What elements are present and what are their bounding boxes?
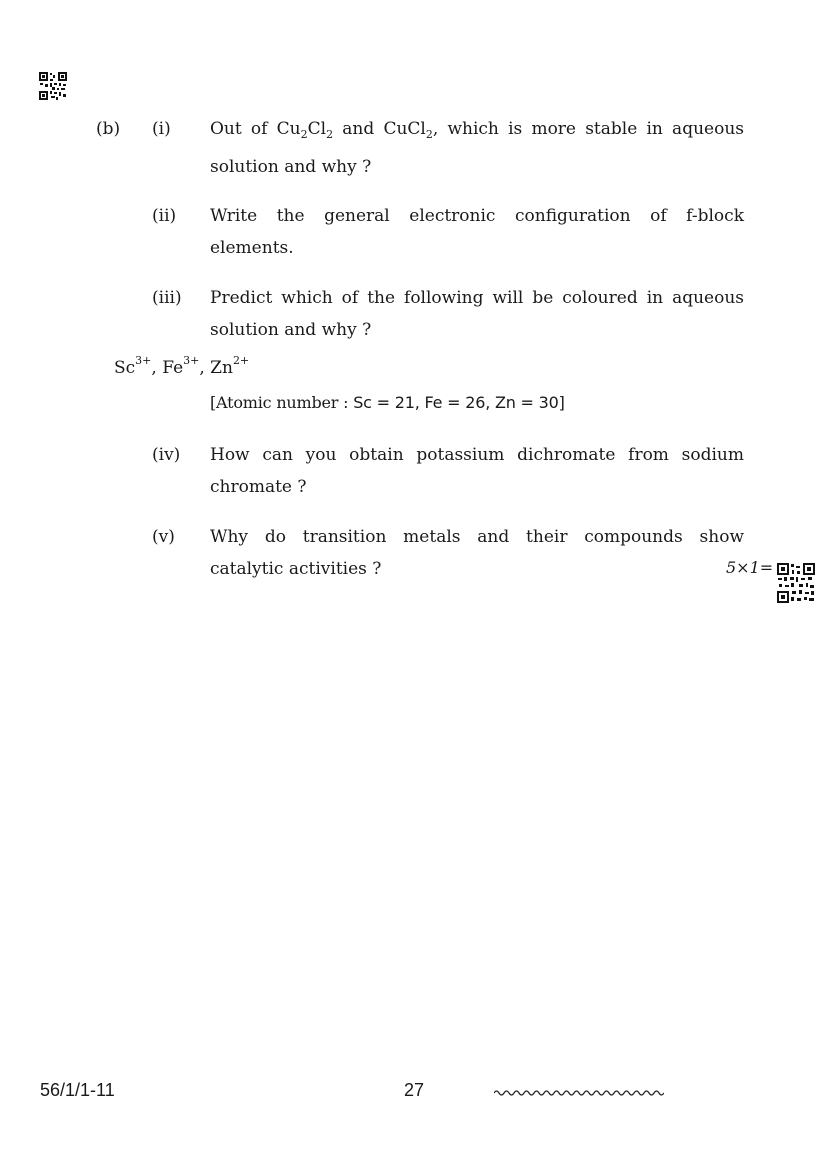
paper-code: 56/1/1-11: [40, 1080, 115, 1100]
question-number: (v): [152, 527, 175, 547]
question-line: Predict which of the following will be coloured in aqueous: [210, 288, 744, 308]
question-line: Why do transition metals and their compounds show: [210, 527, 744, 547]
question-line: chromate ?: [210, 477, 307, 497]
question-number: (i): [152, 119, 171, 139]
question-text: [210, 113, 744, 183]
ion: $Zn^{2+}$: [210, 354, 250, 378]
question-number: (ii): [152, 206, 177, 226]
question-number: (iii): [152, 288, 182, 308]
part-label: (b): [96, 119, 121, 139]
ion: $Sc^{3+}$,: [114, 354, 163, 378]
atomic-number-note: [Atomic number : Sc = 21, Fe = 26, Zn = 30]: [210, 393, 565, 412]
marks-label: 5×1=: [726, 558, 774, 577]
ion: $Fe^{3+}$,: [162, 354, 211, 378]
question-text: [210, 439, 744, 503]
question-line: elements.: [210, 238, 294, 258]
top-qr-code-icon: [39, 72, 67, 100]
side-qr-code-icon: [777, 563, 815, 603]
page-number: 27: [404, 1080, 425, 1100]
question-line: solution and why ?: [210, 157, 372, 177]
question-line: Out of $Cu_2Cl_2$ and CuCl$_2$, which is more stable in aqueous: [210, 119, 744, 141]
ion-list: [114, 354, 249, 378]
question-line: How can you obtain potassium dichromate from sodium: [210, 445, 744, 465]
question-text: [210, 282, 744, 346]
question-line: catalytic activities ?: [210, 559, 382, 579]
question-line: solution and why ?: [210, 320, 372, 340]
wavy-line-icon: [494, 1083, 664, 1102]
question-text: [210, 521, 744, 585]
question-text: [210, 200, 744, 264]
question-number: (iv): [152, 445, 181, 465]
question-line: Write the general electronic configuration of f-block: [210, 206, 744, 226]
